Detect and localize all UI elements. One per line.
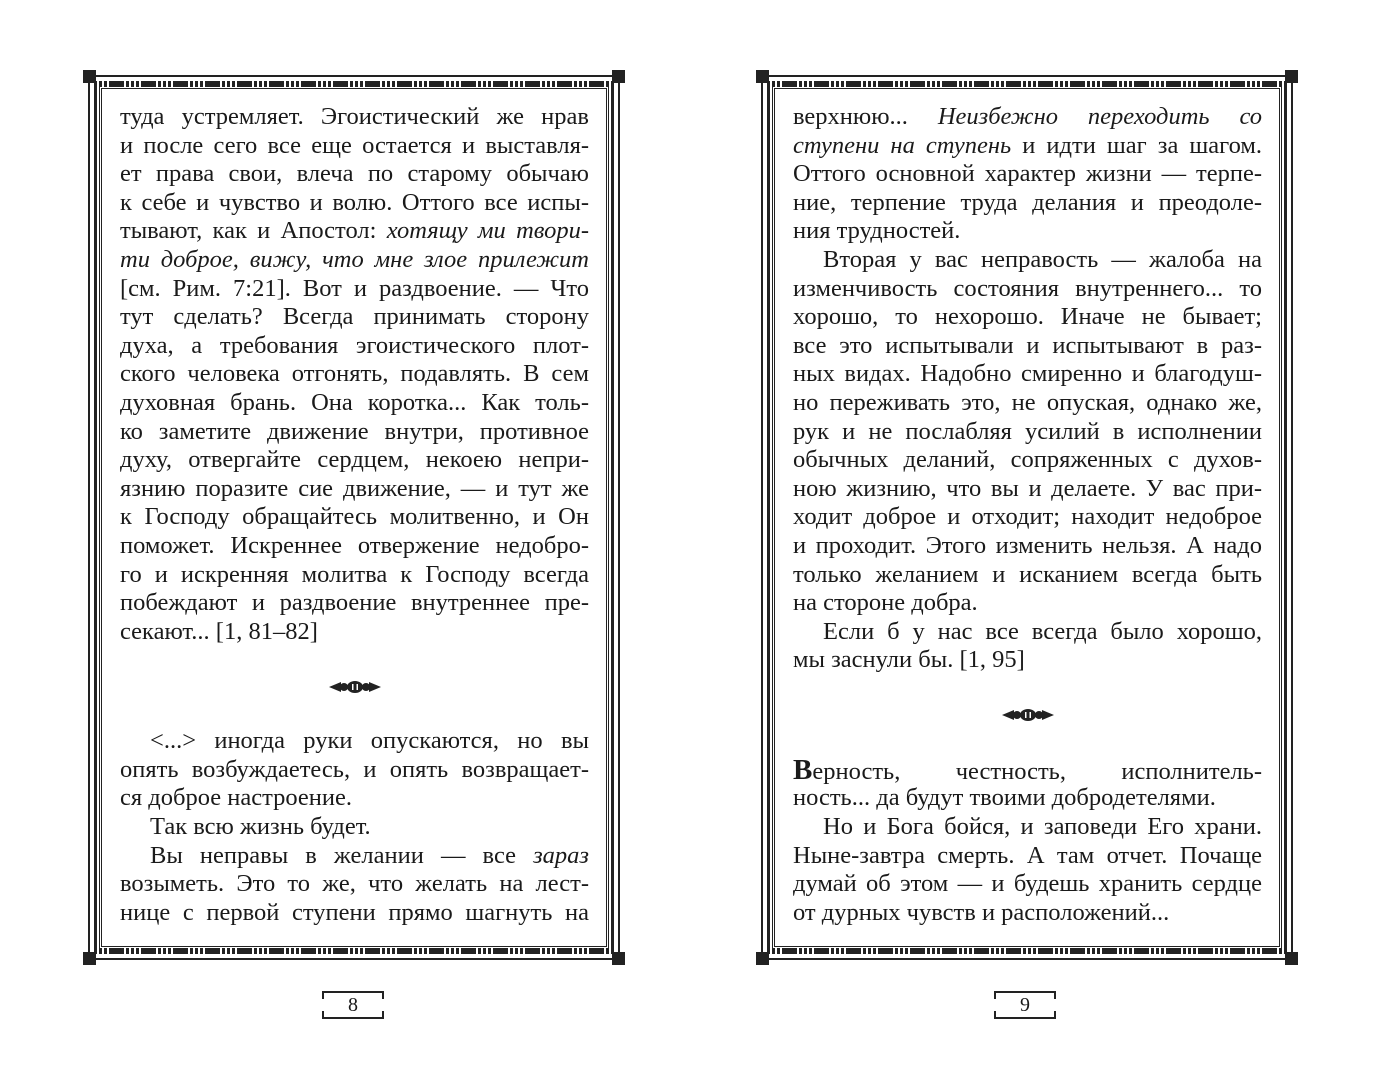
text-line — [793, 589, 1262, 618]
text-line — [793, 532, 1262, 561]
text-segment: и проходит. Этого изменить нельзя. А надо — [793, 531, 1262, 559]
page-number-text: 8 — [348, 994, 358, 1016]
text-line — [120, 756, 589, 785]
text-segment: ние, терпение труда делания и преодоле- — [793, 188, 1262, 216]
corner-ornament — [612, 952, 625, 965]
corner-ornament — [756, 952, 769, 965]
text-line — [793, 103, 1262, 132]
paragraph — [793, 813, 1262, 927]
text-segment: но переживать это, не опуская, однако же, — [793, 388, 1262, 416]
text-segment: Но и Бога бойся, и заповеди Его храни. — [823, 813, 1262, 841]
text-line — [120, 870, 589, 899]
text-line — [793, 618, 1262, 647]
text-line — [793, 160, 1262, 189]
text-line — [793, 475, 1262, 504]
section-divider-ornament-icon — [793, 689, 1262, 742]
text-segment: на стороне добра. — [793, 589, 978, 617]
text-segment: только желанием и исканием всегда быть — [793, 560, 1262, 588]
text-segment: ною жизнию, что вы и делаете. У вас при- — [793, 474, 1262, 502]
text-segment: ных видах. Надобно смиренно и благодуш- — [793, 360, 1262, 388]
text-segment: рук и не послабляя усилий в исполнении — [793, 417, 1262, 445]
text-segment: ко заметите движение внутри, противное — [120, 417, 589, 445]
text-line — [120, 589, 589, 618]
left-page — [88, 75, 620, 960]
italic-quote: зараз — [533, 841, 589, 869]
text-line — [793, 870, 1262, 899]
text-line — [120, 532, 589, 561]
text-line — [120, 246, 589, 275]
text-segment: от дурных чувств и расположений... — [793, 898, 1170, 926]
text-line — [793, 446, 1262, 475]
text-line — [793, 246, 1262, 275]
corner-ornament — [756, 70, 769, 83]
corner-ornament — [1285, 952, 1298, 965]
text-segment: верхнюю... — [793, 103, 938, 130]
page-text — [120, 103, 589, 927]
text-segment: ского человека отгонять, подавлять. В сем — [120, 360, 589, 388]
text-segment: духовная брань. Она коротка... Как толь- — [120, 388, 589, 416]
text-line — [120, 446, 589, 475]
text-line — [120, 418, 589, 447]
text-line — [793, 275, 1262, 304]
text-segment: ния трудностей. — [793, 217, 961, 245]
paragraph — [793, 618, 1262, 675]
text-line — [120, 813, 589, 842]
text-line — [793, 646, 1262, 675]
text-segment: язнию поразите сие движение, — и тут же — [120, 474, 589, 502]
text-line — [120, 160, 589, 189]
text-segment: хорошо, то нехорошо. Иначе не бывает; — [793, 303, 1262, 331]
text-line — [120, 189, 589, 218]
text-segment: <...> иногда руки опускаются, но вы — [150, 727, 589, 755]
text-line — [120, 475, 589, 504]
corner-ornament — [83, 70, 96, 83]
corner-ornament — [612, 70, 625, 83]
text-line — [793, 503, 1262, 532]
section-divider-ornament-icon — [120, 660, 589, 713]
text-line — [793, 332, 1262, 361]
text-segment: все это испытывали и испытывают в раз- — [793, 331, 1262, 359]
paragraph — [793, 246, 1262, 618]
text-line — [793, 813, 1262, 842]
italic-quote: хотящу ми твори- — [386, 217, 589, 245]
text-line — [793, 784, 1262, 813]
text-line — [120, 842, 589, 871]
text-line — [120, 132, 589, 161]
text-line — [120, 303, 589, 332]
page-text — [793, 103, 1262, 927]
corner-ornament — [1285, 70, 1298, 83]
text-segment: думай об этом — и будешь хранить сердце — [793, 870, 1262, 898]
initial-letter: В — [793, 753, 813, 786]
text-segment: и после сего все еще остается и выставля- — [120, 131, 589, 159]
text-line — [120, 784, 589, 813]
text-segment: Оттого основной характер жизни — терпе- — [793, 160, 1262, 188]
text-segment: Если б у нас все всегда было хорошо, — [823, 617, 1262, 645]
text-segment: к Господу обращайтесь молитвенно, и Он — [120, 503, 589, 531]
italic-quote: ти доброе, вижу, что мне злое прилежит — [120, 245, 589, 273]
text-segment: и идти шаг за шагом. — [1011, 131, 1262, 159]
paragraph — [793, 103, 1262, 246]
text-line — [793, 418, 1262, 447]
text-line — [120, 389, 589, 418]
text-line — [120, 332, 589, 361]
text-segment: поможет. Искреннее отвержение недобро- — [120, 531, 589, 559]
text-segment: к себе и чувство и волю. Оттого все испы- — [120, 188, 589, 216]
paragraph — [120, 842, 589, 928]
text-segment: изменчивость состояния внутреннего... то — [793, 274, 1262, 302]
text-segment: тывают, как и Апостол: — [120, 217, 387, 245]
corner-ornament — [83, 952, 96, 965]
text-segment: духу, отвергайте сердцем, некоею непри- — [120, 446, 589, 474]
paragraph — [120, 813, 589, 842]
text-segment: го и искренняя молитва к Господу всегда — [120, 560, 589, 588]
text-line — [120, 899, 589, 928]
text-segment: ность... да будут твоими добродетелями. — [793, 784, 1216, 812]
text-line — [793, 899, 1262, 928]
text-segment: [см. Рим. 7:21]. Вот и раздвоение. — Что — [120, 274, 589, 302]
text-segment: нице с первой ступени прямо шагнуть на — [120, 898, 589, 926]
text-line — [120, 727, 589, 756]
page-number-left — [322, 985, 384, 1025]
text-segment: ся доброе настроение. — [120, 784, 353, 812]
italic-quote: Неизбежно переходить со — [937, 103, 1262, 130]
text-segment: секают... [1, 81–82] — [120, 617, 318, 645]
text-segment: Вторая у вас неправость — жалоба на — [823, 245, 1262, 273]
text-line — [120, 275, 589, 304]
text-line — [793, 132, 1262, 161]
paragraph — [120, 727, 589, 813]
text-segment: Так всю жизнь будет. — [150, 813, 371, 841]
text-line — [120, 217, 589, 246]
text-line — [793, 360, 1262, 389]
paragraph — [793, 753, 1262, 813]
text-segment: ет права свои, влеча по старому обычаю — [120, 160, 589, 188]
page-number-text: 9 — [1020, 994, 1030, 1016]
text-line — [793, 189, 1262, 218]
text-line — [120, 360, 589, 389]
text-segment: возыметь. Это то же, что желать на лест- — [120, 870, 589, 898]
text-line — [793, 303, 1262, 332]
paragraph — [120, 103, 589, 646]
text-segment: обычных деланий, сопряженных с духов- — [793, 446, 1262, 474]
text-segment: побеждают и раздвоение внутреннее пре- — [120, 589, 589, 617]
text-segment: духа, а требования эгоистического плот- — [120, 331, 589, 359]
right-page — [761, 75, 1293, 960]
text-line — [793, 753, 1262, 786]
page-number-right — [994, 985, 1056, 1025]
text-line — [793, 842, 1262, 871]
text-segment: опять возбуждаетесь, и опять возвращает- — [120, 755, 589, 783]
text-segment: ерность, честность, исполнитель- — [812, 757, 1262, 785]
text-line — [793, 561, 1262, 590]
text-line — [120, 503, 589, 532]
text-line — [120, 103, 589, 132]
text-line — [120, 618, 589, 647]
text-segment: Вы неправы в желании — все — [150, 841, 534, 869]
text-line — [793, 389, 1262, 418]
text-segment: тут сделать? Всегда принимать сторону — [120, 303, 589, 331]
text-segment: Ныне-завтра смерть. А там отчет. Почаще — [793, 841, 1262, 869]
text-line — [120, 561, 589, 590]
text-segment: туда устремляет. Эгоистический же нрав — [120, 103, 589, 130]
text-segment: ходит доброе и отходит; находит недоброе — [793, 503, 1262, 531]
text-segment: мы заснули бы. [1, 95] — [793, 646, 1025, 674]
italic-quote: ступени на ступень — [793, 131, 1012, 159]
text-line — [793, 217, 1262, 246]
